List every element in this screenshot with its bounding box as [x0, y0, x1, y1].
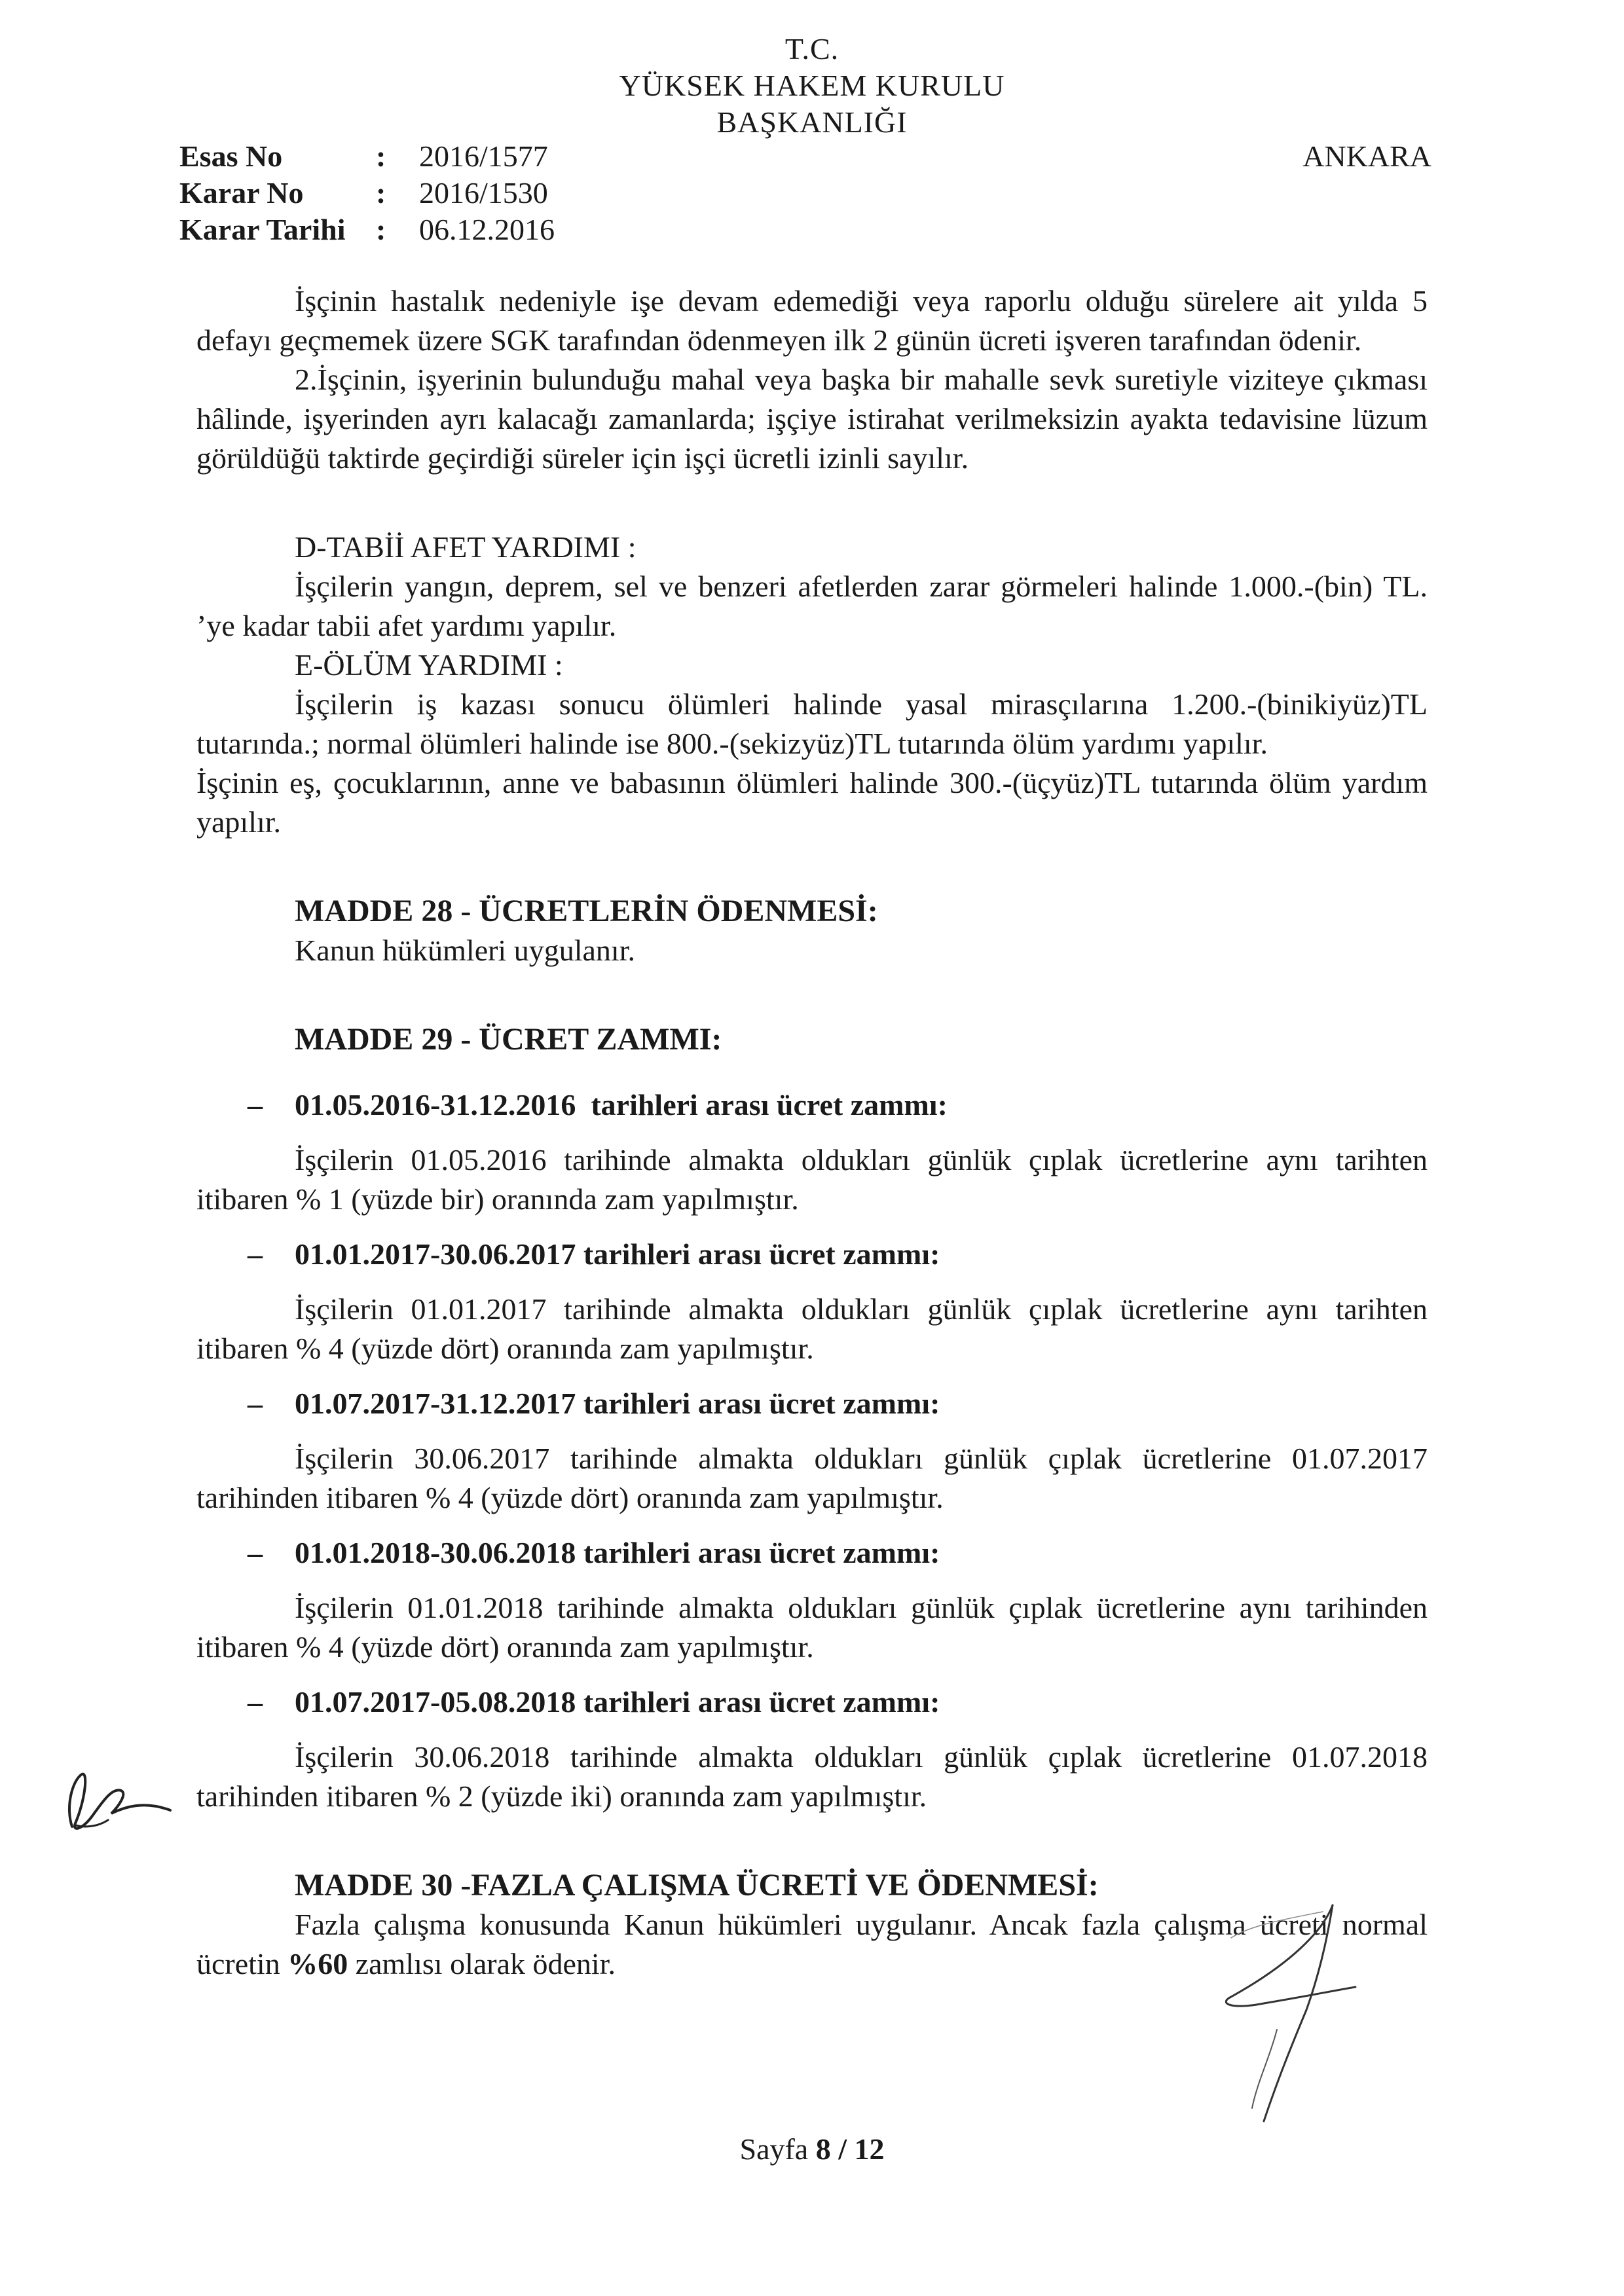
bullet-dash: – — [248, 1088, 263, 1121]
paragraph-sick-leave: İşçinin hastalık nedeniyle işe devam edemediği veya raporlu olduğu sürelere ait yılda 5 defayı geçmemek üzere SGK tarafından ödenmeyen ilk 2 günün ücreti işveren tarafından ödenir. — [196, 284, 1428, 357]
raise-period-text: İşçilerin 30.06.2018 tarihinde almakta oldukları günlük çıplak ücretlerine 01.07.2018 tarihinden itibaren % 2 (yüzde iki) oranında zam yapılmıştır. — [196, 1740, 1428, 1813]
meta-colon: : — [376, 176, 386, 210]
raise-period-suffix: tarihleri arası ücret zammı: — [583, 1387, 940, 1420]
article-28-text: Kanun hükümleri uygulanır. — [295, 934, 635, 967]
page-sep: / — [830, 2132, 855, 2166]
meta-value: 2016/1577 — [419, 139, 548, 173]
page-number: 8 — [815, 2132, 831, 2166]
raise-period-dates: 01.07.2017-05.08.2018 — [295, 1685, 576, 1719]
meta-label: Karar Tarihi — [179, 213, 346, 246]
raise-period-suffix: tarihleri arası ücret zammı: — [591, 1088, 948, 1121]
raise-period-heading — [196, 1384, 1428, 1423]
raise-period-suffix: tarihleri arası ücret zammı: — [583, 1536, 940, 1569]
page-footer-prefix: Sayfa — [739, 2132, 816, 2166]
raise-period-heading — [196, 1085, 1428, 1125]
raise-period-text: İşçilerin 01.01.2018 tarihinde almakta oldukları günlük çıplak ücretlerine aynı tarihinden itibaren % 4 (yüzde dört) oranında zam yapılmıştır. — [196, 1591, 1428, 1664]
bullet-dash: – — [248, 1685, 263, 1719]
raise-period-dates: 01.01.2018-30.06.2018 — [295, 1536, 576, 1569]
case-meta — [179, 139, 555, 249]
bullet-dash: – — [248, 1387, 263, 1420]
raise-period-dates: 01.01.2017-30.06.2017 — [295, 1237, 576, 1271]
raise-period-heading — [196, 1683, 1428, 1722]
article-28-heading: MADDE 28 - ÜCRETLERİN ÖDENMESİ: — [295, 894, 878, 928]
meta-row — [179, 175, 555, 212]
header-line-1: T.C. — [784, 32, 840, 65]
header-city: ANKARA — [1302, 139, 1431, 173]
meta-value: 06.12.2016 — [419, 213, 555, 246]
raise-period-text: İşçilerin 30.06.2017 tarihinde almakta oldukları günlük çıplak ücretlerine 01.07.2017 tarihinden itibaren % 4 (yüzde dört) oranında zam yapılmıştır. — [196, 1442, 1428, 1514]
page-footer — [0, 2132, 1624, 2166]
raise-period-heading — [196, 1235, 1428, 1274]
meta-colon: : — [376, 139, 386, 173]
handwritten-signature — [1192, 1886, 1388, 2160]
document-body — [196, 282, 1428, 1984]
raise-period-text: İşçilerin 01.01.2017 tarihinde almakta oldukları günlük çıplak ücretlerine aynı tarihten itibaren % 4 (yüzde dört) oranında zam yapılmıştır. — [196, 1292, 1428, 1365]
meta-label: Esas No — [179, 139, 283, 173]
raise-period-dates: 01.07.2017-31.12.2017 — [295, 1387, 576, 1420]
article-29-heading: MADDE 29 - ÜCRET ZAMMI: — [295, 1022, 722, 1057]
meta-row — [179, 139, 555, 175]
article-30-heading: MADDE 30 -FAZLA ÇALIŞMA ÜCRETİ VE ÖDENMESİ: — [295, 1868, 1099, 1903]
bullet-dash: – — [248, 1237, 263, 1271]
handwritten-initials-mark — [46, 1755, 177, 1853]
overtime-rate: %60 — [287, 1947, 348, 1980]
page-total: 12 — [854, 2132, 885, 2166]
header-line-3: BAŞKANLIĞI — [716, 105, 908, 139]
meta-colon: : — [376, 213, 386, 246]
section-d-heading: D-TABİİ AFET YARDIMI : — [295, 530, 637, 564]
article-30-text-a: Fazla çalışma konusunda Kanun hükümleri uygulanır. Ancak fazla çalışma ücreti normal ücretin — [196, 1908, 1428, 1980]
meta-label: Karar No — [179, 176, 304, 210]
article-30-text-c: zamlısı olarak ödenir. — [348, 1947, 616, 1980]
section-d-text: İşçilerin yangın, deprem, sel ve benzeri afetlerden zarar görmeleri halinde 1.000.-(bin) TL. ’ye kadar tabii afet yardımı yapılır. — [196, 570, 1428, 642]
raise-period-suffix: tarihleri arası ücret zammı: — [583, 1237, 940, 1271]
raise-period-heading — [196, 1533, 1428, 1573]
raise-period-dates: 01.05.2016-31.12.2016 — [295, 1088, 576, 1121]
meta-row — [179, 212, 555, 249]
raise-period-suffix: tarihleri arası ücret zammı: — [583, 1685, 940, 1719]
section-e-heading: E-ÖLÜM YARDIMI : — [295, 648, 563, 682]
section-e-text-2: İşçinin eş, çocuklarının, anne ve babasının ölümleri halinde 300.-(üçyüz)TL tutarında ölüm yardım yapılır. — [196, 766, 1428, 839]
bullet-dash: – — [248, 1536, 263, 1569]
header-line-2: YÜKSEK HAKEM KURULU — [619, 69, 1005, 102]
paragraph-visit-leave: 2.İşçinin, işyerinin bulunduğu mahal veya başka bir mahalle sevk suretiyle viziteye çıkması hâlinde, işyerinden ayrı kalacağı zamanlarda; işçiye istirahat verilmeksizin ayakta tedavisine lüzum görüldüğü taktirde geçirdiği süreler için işçi ücretli izinli sayılır. — [196, 363, 1428, 475]
section-e-text: İşçilerin iş kazası sonucu ölümleri halinde yasal mirasçılarına 1.200.-(binikiyüz)TL tutarında.; normal ölümleri halinde ise 800.-(sekizyüz)TL tutarında ölüm yardımı yapılır. — [196, 687, 1428, 760]
raise-period-text: İşçilerin 01.05.2016 tarihinde almakta oldukları günlük çıplak ücretlerine aynı tarihten itibaren % 1 (yüzde bir) oranında zam yapılmıştır. — [196, 1143, 1428, 1216]
meta-value: 2016/1530 — [419, 176, 548, 210]
